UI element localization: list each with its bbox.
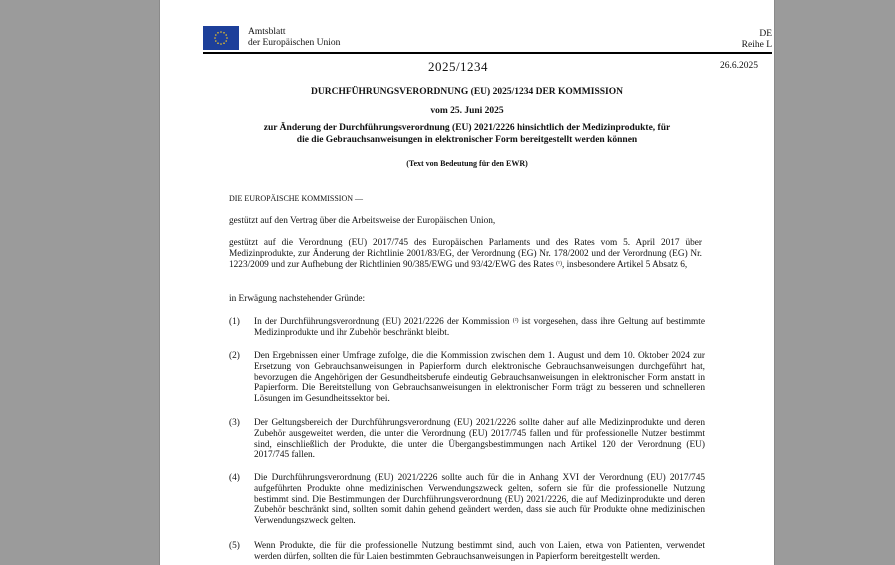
journal-header <box>203 26 772 51</box>
regulation-date: vom 25. Juni 2025 <box>430 106 504 116</box>
recital-text: Die Durchführungsverordnung (EU) 2021/2226 sollte auch für die in Anhang XVI der Verordnung (EU) 2017/745 aufgeführten Produkte ohne medizinischen Verwendungszweck gelten, sofern sie für die professionelle Nutzung bestimmt sind. Die Bestimmungen der Durchführungsverordnung (EU) 2021/2226, die auf Medizinprodukte und deren Zubehör beschränkt sind, sollten somit dahin gehend geändert werden, dass sie auch für Produkte ohne medizinischen Verwendungszweck gelten. <box>254 473 705 527</box>
document-number <box>160 59 774 75</box>
recital-number: (5) <box>229 541 240 551</box>
recital-text: Der Geltungsbereich der Durchführungsverordnung (EU) 2021/2226 sollte daher auf alle Medizinprodukte und deren Zubehör ausgeweitet werden, die unter die Verordnung (EU) 2017/745 fallen und für professionelle Nutzer bestimmt sind, einschließlich der Produkte, die unter die Übergangsbestimmungen nach Artikel 120 der Verordnung (EU) 2017/745 fallen. <box>254 418 705 461</box>
regulation-subject <box>160 122 774 146</box>
journal-series <box>742 29 772 51</box>
recital-3 <box>229 418 705 461</box>
footnote-link-1[interactable]: (¹) <box>556 260 562 267</box>
recital-text-end: ist vorgesehen, dass ihre Geltung auf bestimmte Medizinprodukte und ihr Zubehör beschränkt bleibt. <box>254 317 705 338</box>
citation-regulation <box>229 238 702 270</box>
series-label: Reihe L <box>741 40 772 50</box>
recital-text: Den Ergebnissen einer Umfrage zufolge, die die Kommission zwischen dem 1. August und dem 10. Oktober 2024 zur Ersetzung von Gebrauchsanweisungen in Papierform durch elektronische Gebrauchsanweisungen durchgeführt hat, bevorzugen die Angehörigen der Gesundheitsberufe eindeutig Gebrauchsanweisungen in elektronischer Form anstatt in Papierform. Die Bereitstellung von Gebrauchsanweisungen in elektronischer Form trägt zu besseren und schnelleren Lösungen im Gesundheitssektor bei. <box>254 351 705 405</box>
recital-number: (1) <box>229 317 240 327</box>
document-number-text: 2025/1234 <box>427 59 489 74</box>
journal-title-line2: der Europäischen Union <box>248 38 341 48</box>
footnote-link-2[interactable]: (²) <box>512 318 519 324</box>
header-rule <box>203 52 772 54</box>
recital-5 <box>229 541 705 563</box>
whereas-intro: in Erwägung nachstehender Gründe: <box>229 294 366 304</box>
recital-text: Wenn Produkte, die für die professionelle Nutzung bestimmt sind, auch von Laien, etwa von Patienten, verwendet werden dürfen, sollten die für Laien bestimmten Gebrauchsanweisungen in Papierform bereitgestellt werden. <box>254 541 705 562</box>
subject-line-1: zur Änderung der Durchführungsverordnung (EU) 2021/2226 hinsichtlich der Medizinprodukte, für <box>263 123 671 133</box>
recital-number: (4) <box>229 473 240 483</box>
publication-date: 26.6.2025 <box>720 61 758 71</box>
citation-treaty: gestützt auf den Vertrag über die Arbeitsweise der Europäischen Union, <box>229 216 496 226</box>
recital-number: (3) <box>229 418 240 428</box>
citation-text-end: , insbesondere Artikel 5 Absatz 6, <box>561 259 688 270</box>
eea-relevance-note: (Text von Bedeutung für den EWR) <box>406 159 528 168</box>
subject-line-2: die die Gebrauchsanweisungen in elektronischer Form bereitgestellt werden können <box>296 135 638 145</box>
regulation-title: DURCHFÜHRUNGSVERORDNUNG (EU) 2025/1234 DER KOMMISSION <box>311 87 623 97</box>
recital-4 <box>229 473 705 527</box>
recital-2 <box>229 351 705 405</box>
citation-text: gestützt auf die Verordnung (EU) 2017/745 des Europäischen Parlaments und des Rates vom 5. April 2017 über Medizinprodukte, zur Änderung der Richtlinie 2001/83/EG, der Verordnung (EG) Nr. 178/2002 und der Verordnung (EG) Nr. 1223/2009 und zur Aufhebung der Richtlinien 90/385/EWG und 93/42/EWG des Rates <box>229 238 702 270</box>
recital-text: In der Durchführungsverordnung (EU) 2021/2226 der Kommission <box>254 317 513 327</box>
recital-1 <box>229 317 705 339</box>
eu-flag-icon <box>203 26 239 50</box>
journal-title <box>248 27 340 49</box>
journal-title-line1: Amtsblatt <box>248 27 286 37</box>
document-page <box>159 0 775 565</box>
recital-number: (2) <box>229 351 240 361</box>
language-code: DE <box>759 29 772 39</box>
institution-heading: DIE EUROPÄISCHE KOMMISSION — <box>229 194 364 203</box>
